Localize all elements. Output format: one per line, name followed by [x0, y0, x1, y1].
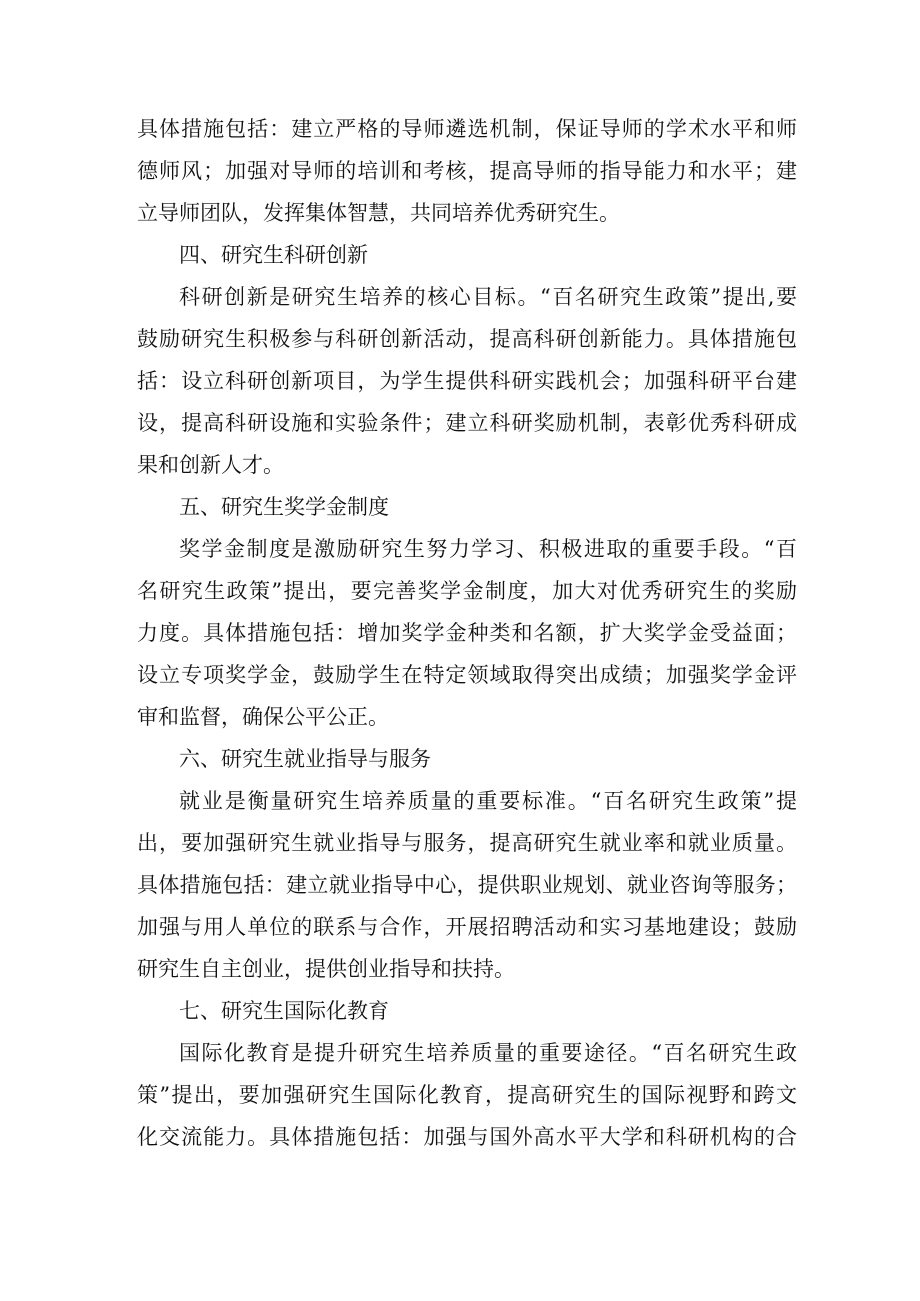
paragraph-line: 设，提高科研设施和实验条件；建立科研奖励机制，表彰优秀科研成 [137, 411, 797, 435]
paragraph-line: 括：设立科研创新项目，为学生提供科研实践机会；加强科研平台建 [137, 369, 797, 393]
section-heading: 七、研究生国际化教育 [179, 999, 389, 1023]
section-heading: 四、研究生科研创新 [179, 243, 368, 267]
paragraph-line: 德师风；加强对导师的培训和考核，提高导师的指导能力和水平；建 [137, 159, 797, 183]
paragraph-line: 鼓励研究生积极参与科研创新活动，提高科研创新能力。具体措施包 [137, 327, 797, 351]
paragraph-line: 出，要加强研究生就业指导与服务，提高研究生就业率和就业质量。 [137, 831, 797, 855]
paragraph-line: 具体措施包括：建立严格的导师遴选机制，保证导师的学术水平和师 [137, 117, 797, 141]
paragraph-line: 科研创新是研究生培养的核心目标。“百名研究生政策”提出,要 [179, 285, 797, 309]
section-heading: 六、研究生就业指导与服务 [179, 747, 431, 771]
paragraph-line: 策”提出，要加强研究生国际化教育，提高研究生的国际视野和跨文 [137, 1083, 797, 1107]
paragraph-line: 力度。具体措施包括：增加奖学金种类和名额，扩大奖学金受益面； [137, 621, 797, 645]
paragraph-line: 设立专项奖学金，鼓励学生在特定领域取得突出成绩；加强奖学金评 [137, 663, 797, 687]
paragraph-line: 名研究生政策”提出，要完善奖学金制度，加大对优秀研究生的奖励 [137, 579, 797, 603]
paragraph-line: 化交流能力。具体措施包括：加强与国外高水平大学和科研机构的合 [137, 1125, 797, 1149]
paragraph-line: 立导师团队，发挥集体智慧，共同培养优秀研究生。 [137, 201, 620, 225]
paragraph-line: 就业是衡量研究生培养质量的重要标准。“百名研究生政策”提 [179, 789, 797, 813]
paragraph-line: 国际化教育是提升研究生培养质量的重要途径。“百名研究生政 [179, 1041, 797, 1065]
paragraph-line: 加强与用人单位的联系与合作，开展招聘活动和实习基地建设；鼓励 [137, 915, 797, 939]
paragraph-line: 审和监督，确保公平公正。 [137, 705, 389, 729]
paragraph-line: 具体措施包括：建立就业指导中心，提供职业规划、就业咨询等服务； [137, 873, 797, 897]
section-heading: 五、研究生奖学金制度 [179, 495, 389, 519]
paragraph-line: 奖学金制度是激励研究生努力学习、积极进取的重要手段。“百 [179, 537, 797, 561]
paragraph-line: 果和创新人才。 [137, 453, 284, 477]
paragraph-line: 研究生自主创业，提供创业指导和扶持。 [137, 957, 515, 981]
